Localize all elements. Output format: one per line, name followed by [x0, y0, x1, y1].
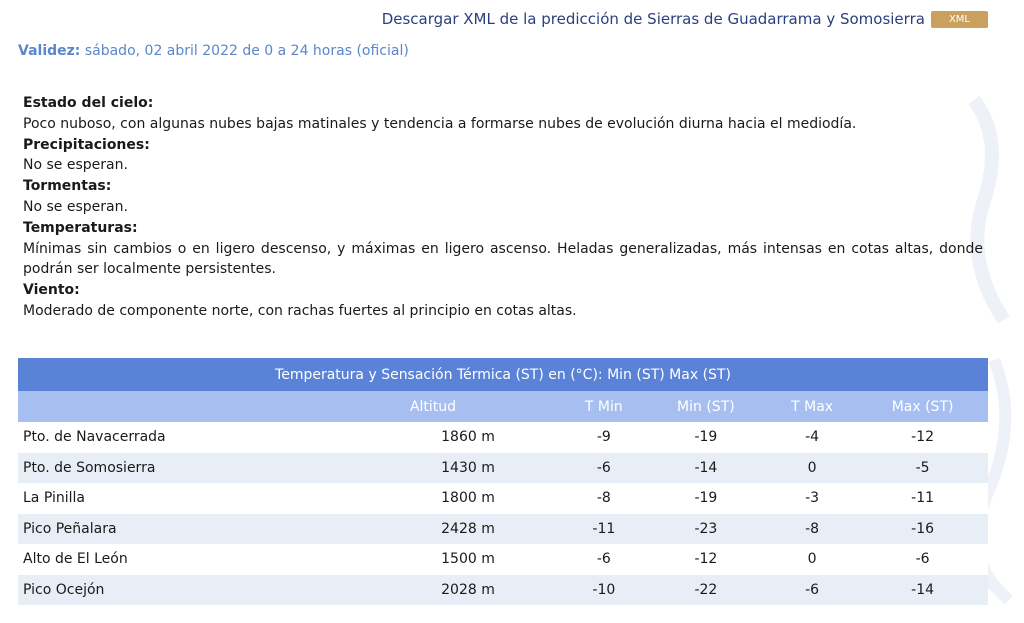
tmin-cell: -6: [563, 544, 645, 575]
max-st-cell: -11: [857, 483, 988, 514]
min-st-cell: -19: [645, 483, 767, 514]
location-name: Pico Ocejón: [18, 575, 303, 606]
location-name: La Pinilla: [18, 483, 303, 514]
table-row: [18, 422, 988, 453]
altitude-cell: 2428 m: [303, 514, 563, 545]
table-header-row: [18, 391, 988, 422]
column-header-max-st: Max (ST): [857, 391, 988, 422]
tmax-cell: -8: [767, 514, 857, 545]
column-header-tmax: T Max: [767, 391, 857, 422]
section-title-wind: Viento:: [23, 282, 80, 299]
min-st-cell: -14: [645, 453, 767, 484]
section-text-sky: Poco nuboso, con algunas nubes bajas matinales y tendencia a formarse nubes de evolución diurna hacia el mediodía.: [23, 115, 857, 132]
section-title-sky: Estado del cielo:: [23, 95, 154, 111]
validity-text: sábado, 02 abril 2022 de 0 a 24 horas (oficial): [84, 43, 409, 59]
section-text-precipitation: No se esperan.: [23, 157, 128, 174]
altitude-cell: 1860 m: [303, 422, 563, 453]
column-header-location: [18, 391, 303, 422]
max-st-cell: -12: [857, 422, 988, 453]
xml-download-bar: [382, 10, 988, 28]
min-st-cell: -22: [645, 575, 767, 606]
table-caption: Temperatura y Sensación Térmica (ST) en (°C): Min (ST) Max (ST): [18, 358, 988, 391]
section-title-storms: Tormentas:: [23, 178, 112, 195]
section-text-temperatures: Mínimas sin cambios o en ligero descenso, y máximas en ligero ascenso. Heladas generalizadas, más intensas en cotas altas, donde podrán ser localmente persistentes.: [23, 240, 983, 278]
location-name: Pto. de Somosierra: [18, 453, 303, 484]
tmax-cell: -4: [767, 422, 857, 453]
tmin-cell: -10: [563, 575, 645, 606]
temperature-table: [18, 358, 988, 605]
table-row: [18, 575, 988, 606]
table-row: [18, 483, 988, 514]
location-name: Pico Peñalara: [18, 514, 303, 545]
max-st-cell: -14: [857, 575, 988, 606]
max-st-cell: -6: [857, 544, 988, 575]
min-st-cell: -23: [645, 514, 767, 545]
location-name: Alto de El León: [18, 544, 303, 575]
table-row: [18, 544, 988, 575]
max-st-cell: -16: [857, 514, 988, 545]
column-header-tmin: T Min: [563, 391, 645, 422]
table-row: [18, 514, 988, 545]
tmin-cell: -8: [563, 483, 645, 514]
validity-label: Validez:: [18, 43, 81, 59]
altitude-cell: 1800 m: [303, 483, 563, 514]
tmax-cell: -6: [767, 575, 857, 606]
section-text-wind: Moderado de componente norte, con rachas fuertes al principio en cotas altas.: [23, 302, 577, 319]
xml-badge[interactable]: XML: [931, 11, 988, 28]
tmin-cell: -6: [563, 453, 645, 484]
min-st-cell: -19: [645, 422, 767, 453]
tmin-cell: -11: [563, 514, 645, 545]
tmin-cell: -9: [563, 422, 645, 453]
section-title-precipitation: Precipitaciones:: [23, 136, 150, 153]
validity-line: [18, 43, 409, 59]
tmax-cell: 0: [767, 544, 857, 575]
section-text-storms: No se esperan.: [23, 198, 128, 215]
altitude-cell: 2028 m: [303, 575, 563, 606]
column-header-altitude: Altitud: [303, 391, 563, 422]
altitude-cell: 1430 m: [303, 453, 563, 484]
altitude-cell: 1500 m: [303, 544, 563, 575]
tmax-cell: 0: [767, 453, 857, 484]
min-st-cell: -12: [645, 544, 767, 575]
location-name: Pto. de Navacerrada: [18, 422, 303, 453]
forecast-text: [23, 93, 983, 322]
section-title-temperatures: Temperaturas:: [23, 219, 138, 236]
download-xml-link[interactable]: Descargar XML de la predicción de Sierras de Guadarrama y Somosierra: [381, 10, 925, 28]
column-header-min-st: Min (ST): [645, 391, 767, 422]
table-row: [18, 453, 988, 484]
max-st-cell: -5: [857, 453, 988, 484]
tmax-cell: -3: [767, 483, 857, 514]
